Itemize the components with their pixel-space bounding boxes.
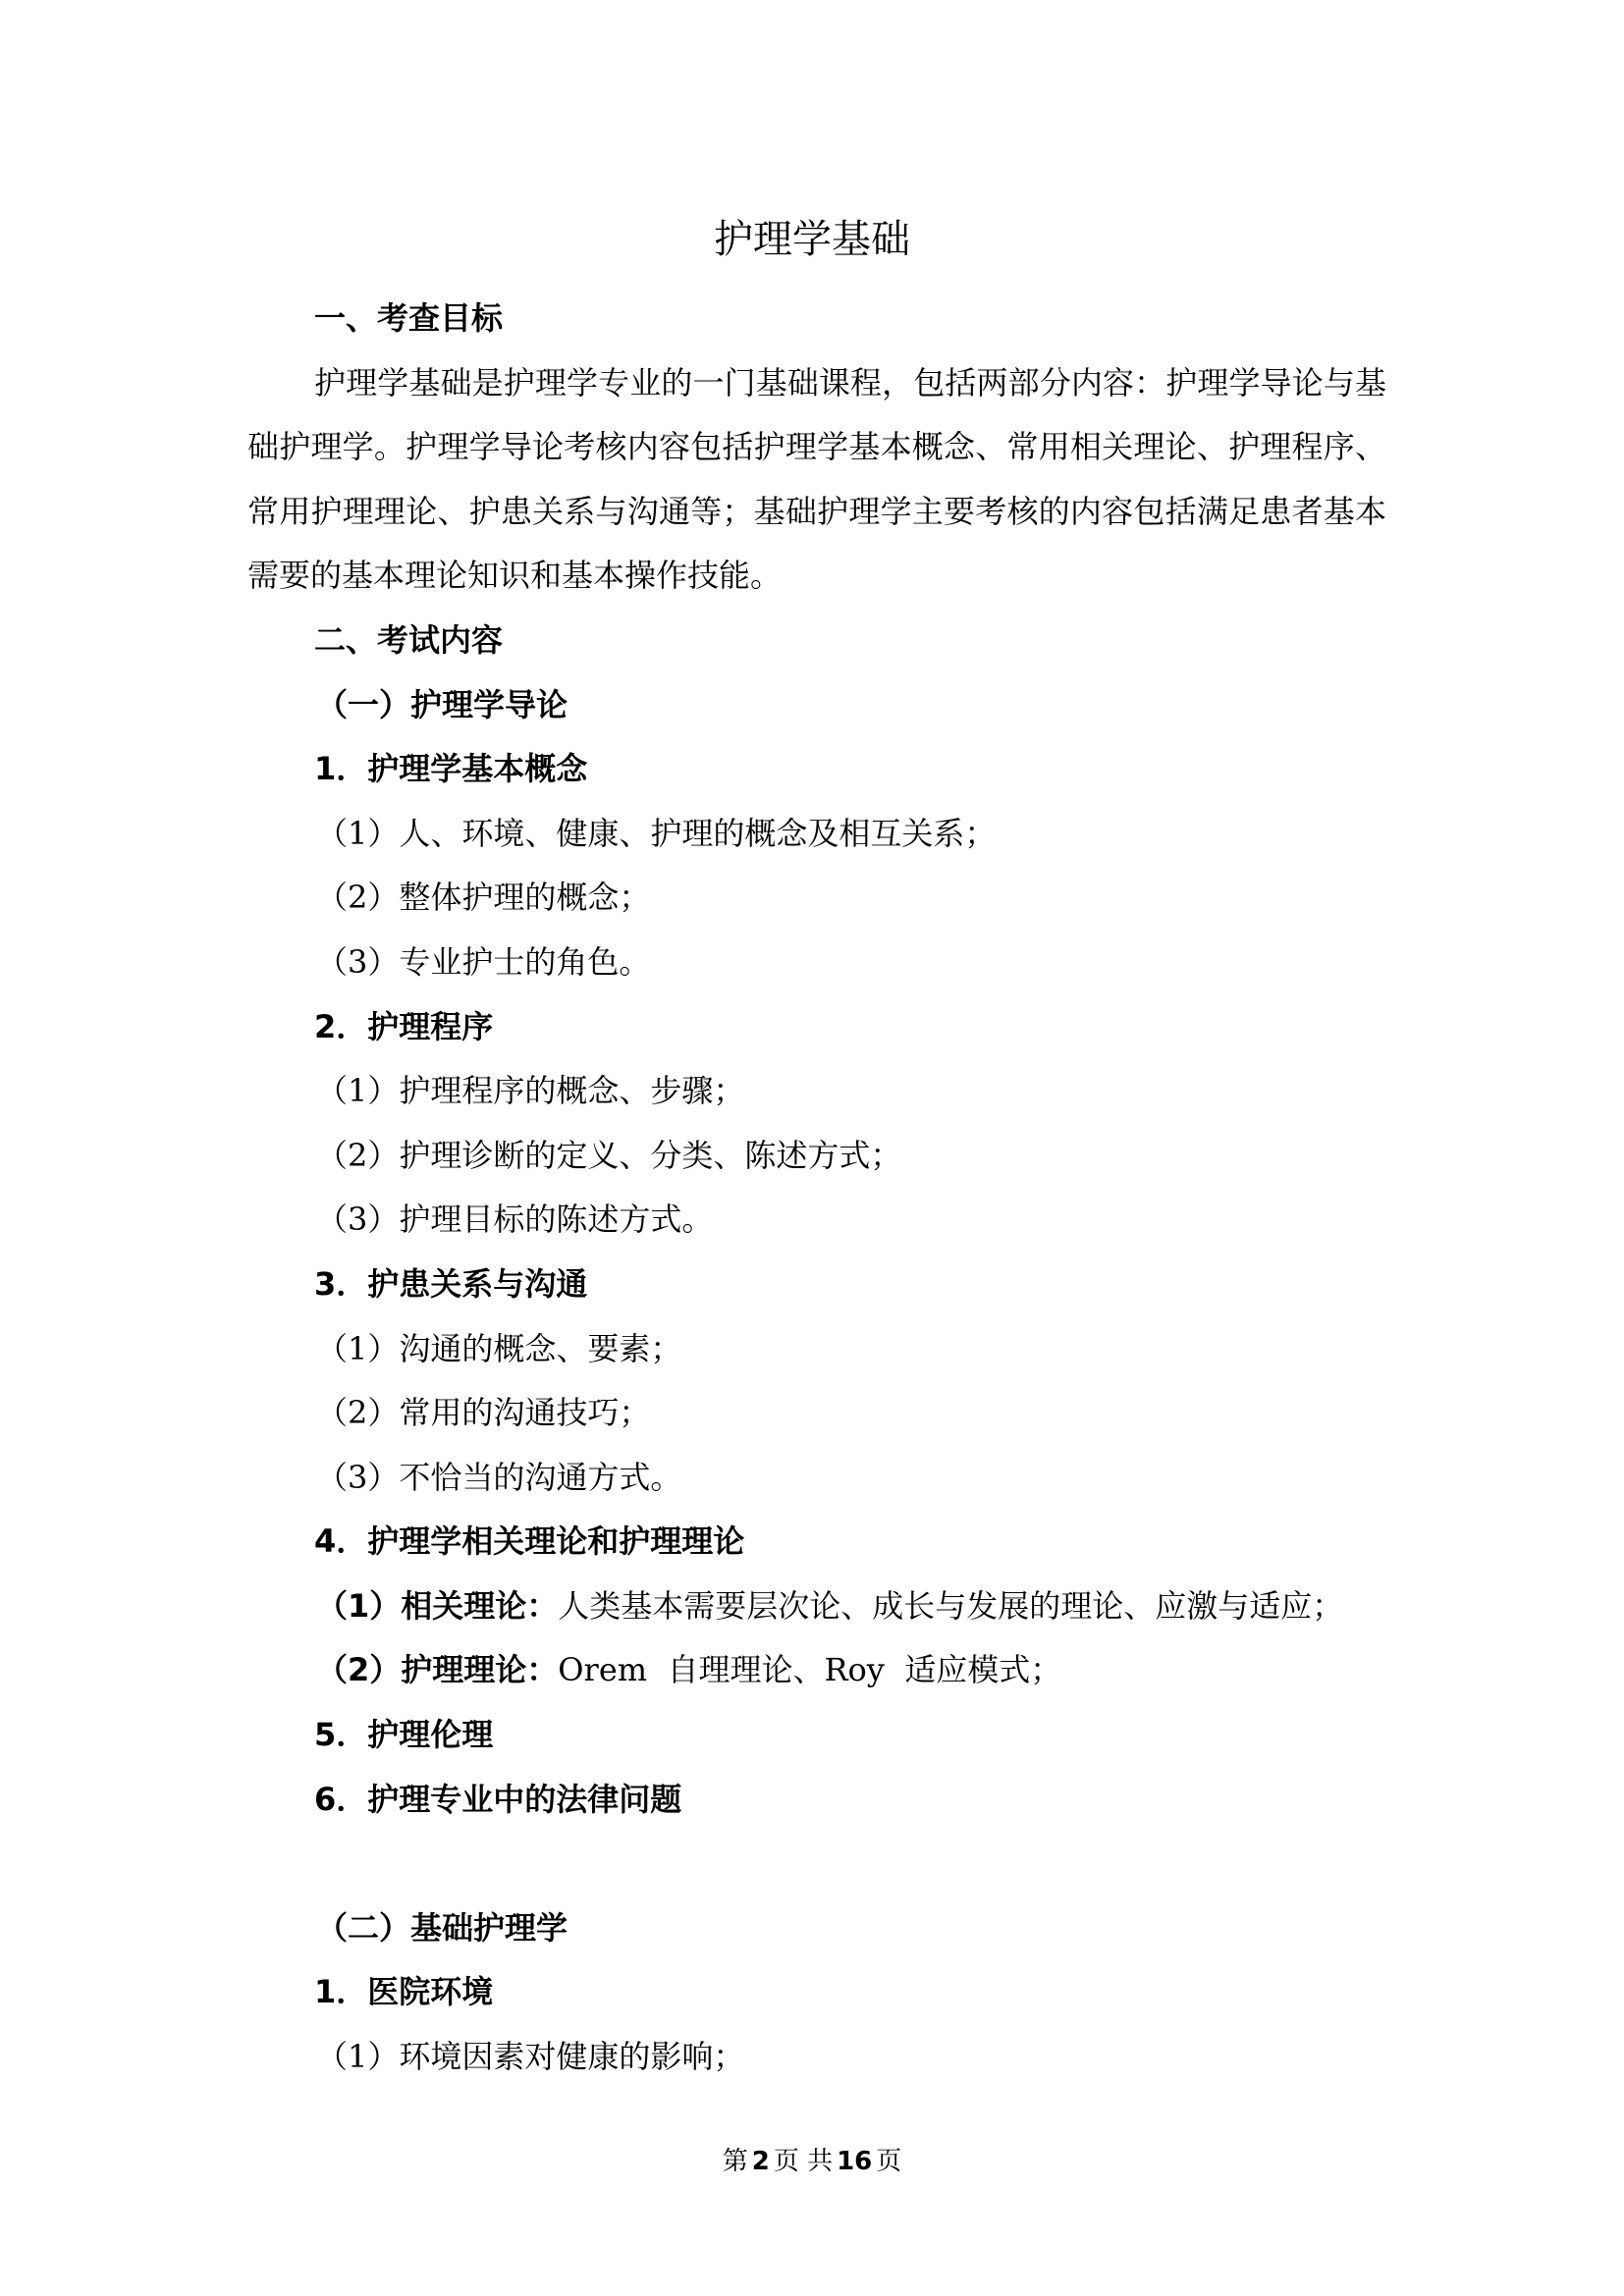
list-item: （2）常用的沟通技巧； [316, 1394, 651, 1432]
topic-heading-ethics: 5．护理伦理 [314, 1716, 494, 1754]
topic-heading-nursing-process: 2．护理程序 [314, 1007, 494, 1045]
section-heading-content: 二、考试内容 [314, 620, 504, 659]
list-item [247, 1638, 1386, 1703]
section-heading-objectives: 一、考查目标 [314, 299, 504, 337]
item-label: （2）护理理论： [316, 1651, 559, 1689]
footer-middle: 页 共 [773, 2147, 834, 2176]
current-page-number: 2 [751, 2147, 770, 2176]
page-footer [0, 2144, 1624, 2179]
item-text: Orem 自理理论、Roy 适应模式； [558, 1651, 1062, 1689]
topic-heading-basic-concepts: 1．护理学基本概念 [314, 750, 588, 788]
list-item: （3）不恰当的沟通方式。 [316, 1458, 682, 1496]
total-pages-number: 16 [837, 2147, 873, 2176]
list-item: （2）整体护理的概念； [316, 879, 651, 917]
document-title: 护理学基础 [714, 217, 910, 262]
spacer [247, 1832, 1386, 1896]
part-heading-introduction: （一）护理学导论 [316, 685, 568, 723]
list-item [247, 1575, 1386, 1639]
list-item: （3）专业护士的角色。 [316, 942, 651, 981]
list-item: （3）护理目标的陈述方式。 [316, 1201, 714, 1239]
item-label: （1）相关理论： [316, 1586, 559, 1625]
objectives-paragraph: 护理学基础是护理学专业的一门基础课程，包括两部分内容：护理学导论与基础护理学。护理学导论考核内容包括护理学基本概念、常用相关理论、护理程序、常用护理理论、护患关系与沟通等；基础护理学主要考核的内容包括满足患者基本需要的基本理论知识和基本操作技能。 [247, 363, 1386, 595]
list-item: （1）环境因素对健康的影响； [316, 2038, 745, 2076]
topic-heading-communication: 3．护患关系与沟通 [314, 1264, 588, 1303]
footer-prefix: 第 [722, 2147, 748, 2176]
footer-suffix: 页 [876, 2147, 902, 2176]
list-item: （1）护理程序的概念、步骤； [316, 1072, 745, 1110]
list-item: （2）护理诊断的定义、分类、陈述方式； [316, 1136, 902, 1174]
topic-heading-hospital-environment: 1．医院环境 [314, 1973, 494, 2011]
list-item: （1）沟通的概念、要素； [316, 1329, 682, 1367]
topic-heading-legal: 6．护理专业中的法律问题 [314, 1780, 682, 1818]
item-text: 人类基本需要层次论、成长与发展的理论、应激与适应； [558, 1586, 1344, 1625]
part-heading-fundamentals: （二）基础护理学 [316, 1908, 568, 1947]
document-body [247, 287, 1386, 2090]
list-item: （1）人、环境、健康、护理的概念及相互关系； [316, 814, 997, 852]
topic-heading-theories: 4．护理学相关理论和护理理论 [314, 1522, 745, 1561]
